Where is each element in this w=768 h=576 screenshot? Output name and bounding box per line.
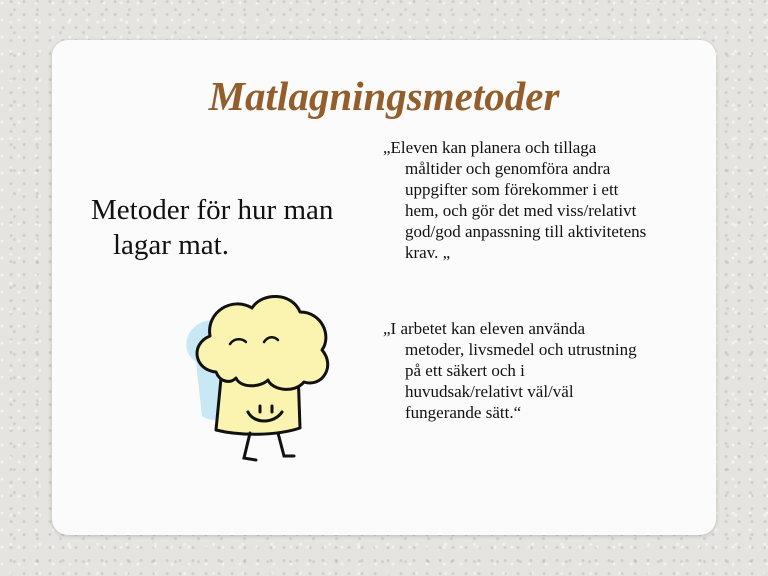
left-text-line-1: Metoder för hur man	[91, 194, 334, 226]
quote-2-line: på ett säkert och i	[405, 361, 525, 380]
quote-1-line: „Eleven kan planera och tillaga	[383, 138, 597, 157]
quote-2-line: „I arbetet kan eleven använda	[383, 319, 585, 338]
slide-title: Matlagningsmetoder	[208, 73, 560, 119]
quote-1	[383, 137, 703, 263]
quote-1-line: måltider och genomföra andra	[405, 159, 611, 178]
quote-1-line: god/god anpassning till aktivitetens	[405, 222, 647, 241]
quote-1-line: uppgifter som förekommer i ett	[405, 180, 619, 199]
chef-hat-character-icon	[176, 290, 336, 466]
leg-left	[244, 433, 256, 460]
quote-1-line: hem, och gör det med viss/relativt	[405, 201, 637, 220]
left-text	[91, 193, 371, 263]
quote-2-line: metoder, livsmedel och utrustning	[405, 340, 637, 359]
hat-puff	[197, 296, 328, 389]
quote-2-line: huvudsak/relativt väl/väl	[405, 382, 574, 401]
quote-2	[383, 318, 703, 423]
quote-2-line: fungerande sätt.“	[405, 403, 522, 422]
quote-1-line: krav. „	[405, 243, 451, 262]
leg-right	[278, 433, 294, 456]
left-text-line-2: lagar mat.	[113, 229, 229, 261]
